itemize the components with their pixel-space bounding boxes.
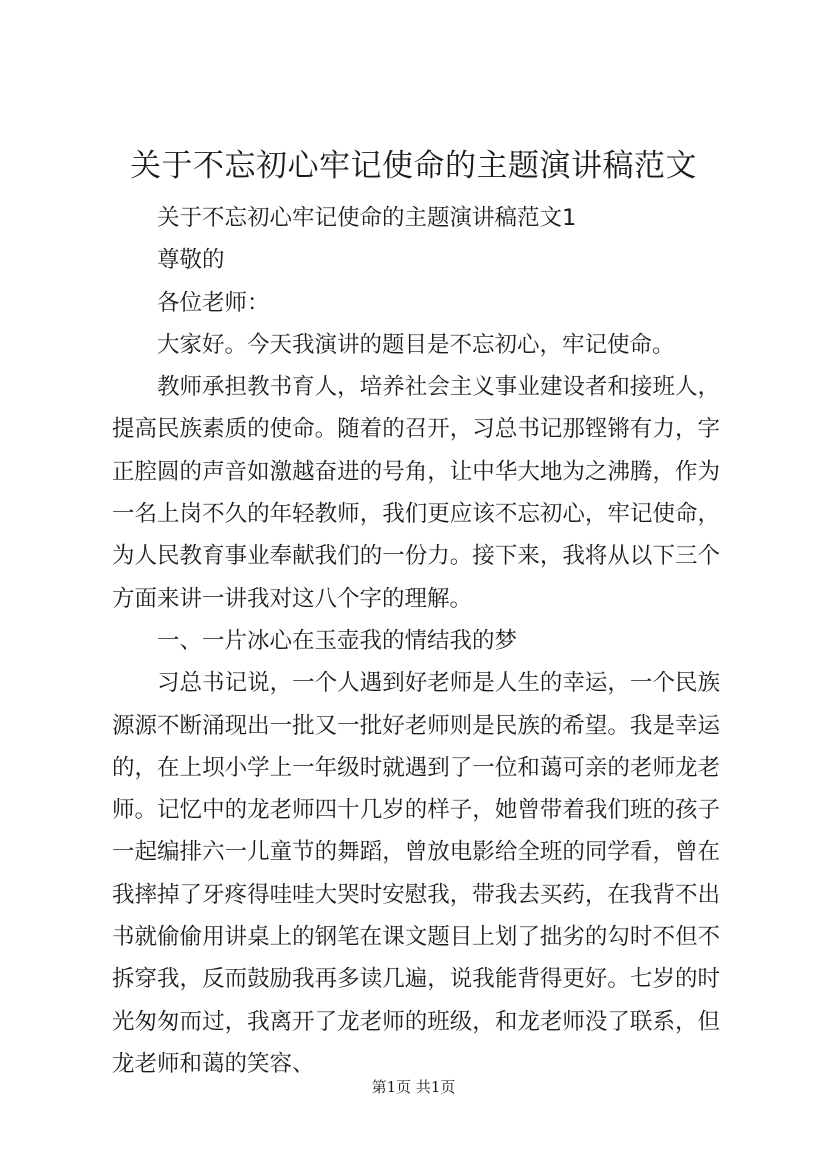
section-heading: 一、一片冰心在玉壶我的情结我的梦 xyxy=(157,627,518,654)
salutation-line-2: 各位老师： xyxy=(157,289,270,316)
body-paragraph: 习总书记说，一个人遇到好老师是人生的幸运，一个民族源源不断涌现出一批又一批好老师则是民族的希望。我是幸运的，在上坝小学上一年级时就遇到了一位和蔼可亲的老师龙老师。记忆中的龙老师四十几岁的样子，她曾带着我们班的孩子一起编排六一儿童节的舞蹈，曾放电影给全班的同学看，曾在我摔掉了牙疼得哇哇大哭时安慰我，带我去买药，在我背不出书就偷偷用讲桌上的钢笔在课文题目上划了拙劣的勾时不但不拆穿我，反而鼓励我再多读几遍，说我能背得更好。七岁的时光匆匆而过，我离开了龙老师的班级，和龙老师没了联系，但龙老师和蔼的笑容、 xyxy=(112,670,720,1077)
salutation-line-1: 尊敬的 xyxy=(157,247,225,274)
document-body xyxy=(112,197,720,1085)
page-footer: 第1页 共1页 xyxy=(371,1078,456,1096)
greeting-paragraph: 大家好。今天我演讲的题目是不忘初心，牢记使命。 xyxy=(157,331,675,358)
subtitle-paragraph: 关于不忘初心牢记使命的主题演讲稿范文1 xyxy=(157,205,577,231)
body-paragraph: 教师承担教书育人，培养社会主义事业建设者和接班人，提高民族素质的使命。随着的召开，习总书记那铿锵有力，字正腔圆的声音如激越奋进的号角，让中华大地为之沸腾，作为一名上岗不久的年轻教师，我们更应该不忘初心，牢记使命，为人民教育事业奉献我们的一份力。接下来，我将从以下三个方面来讲一讲我对这八个字的理解。 xyxy=(112,374,720,612)
document-title: 关于不忘初心牢记使命的主题演讲稿范文 xyxy=(130,148,697,184)
